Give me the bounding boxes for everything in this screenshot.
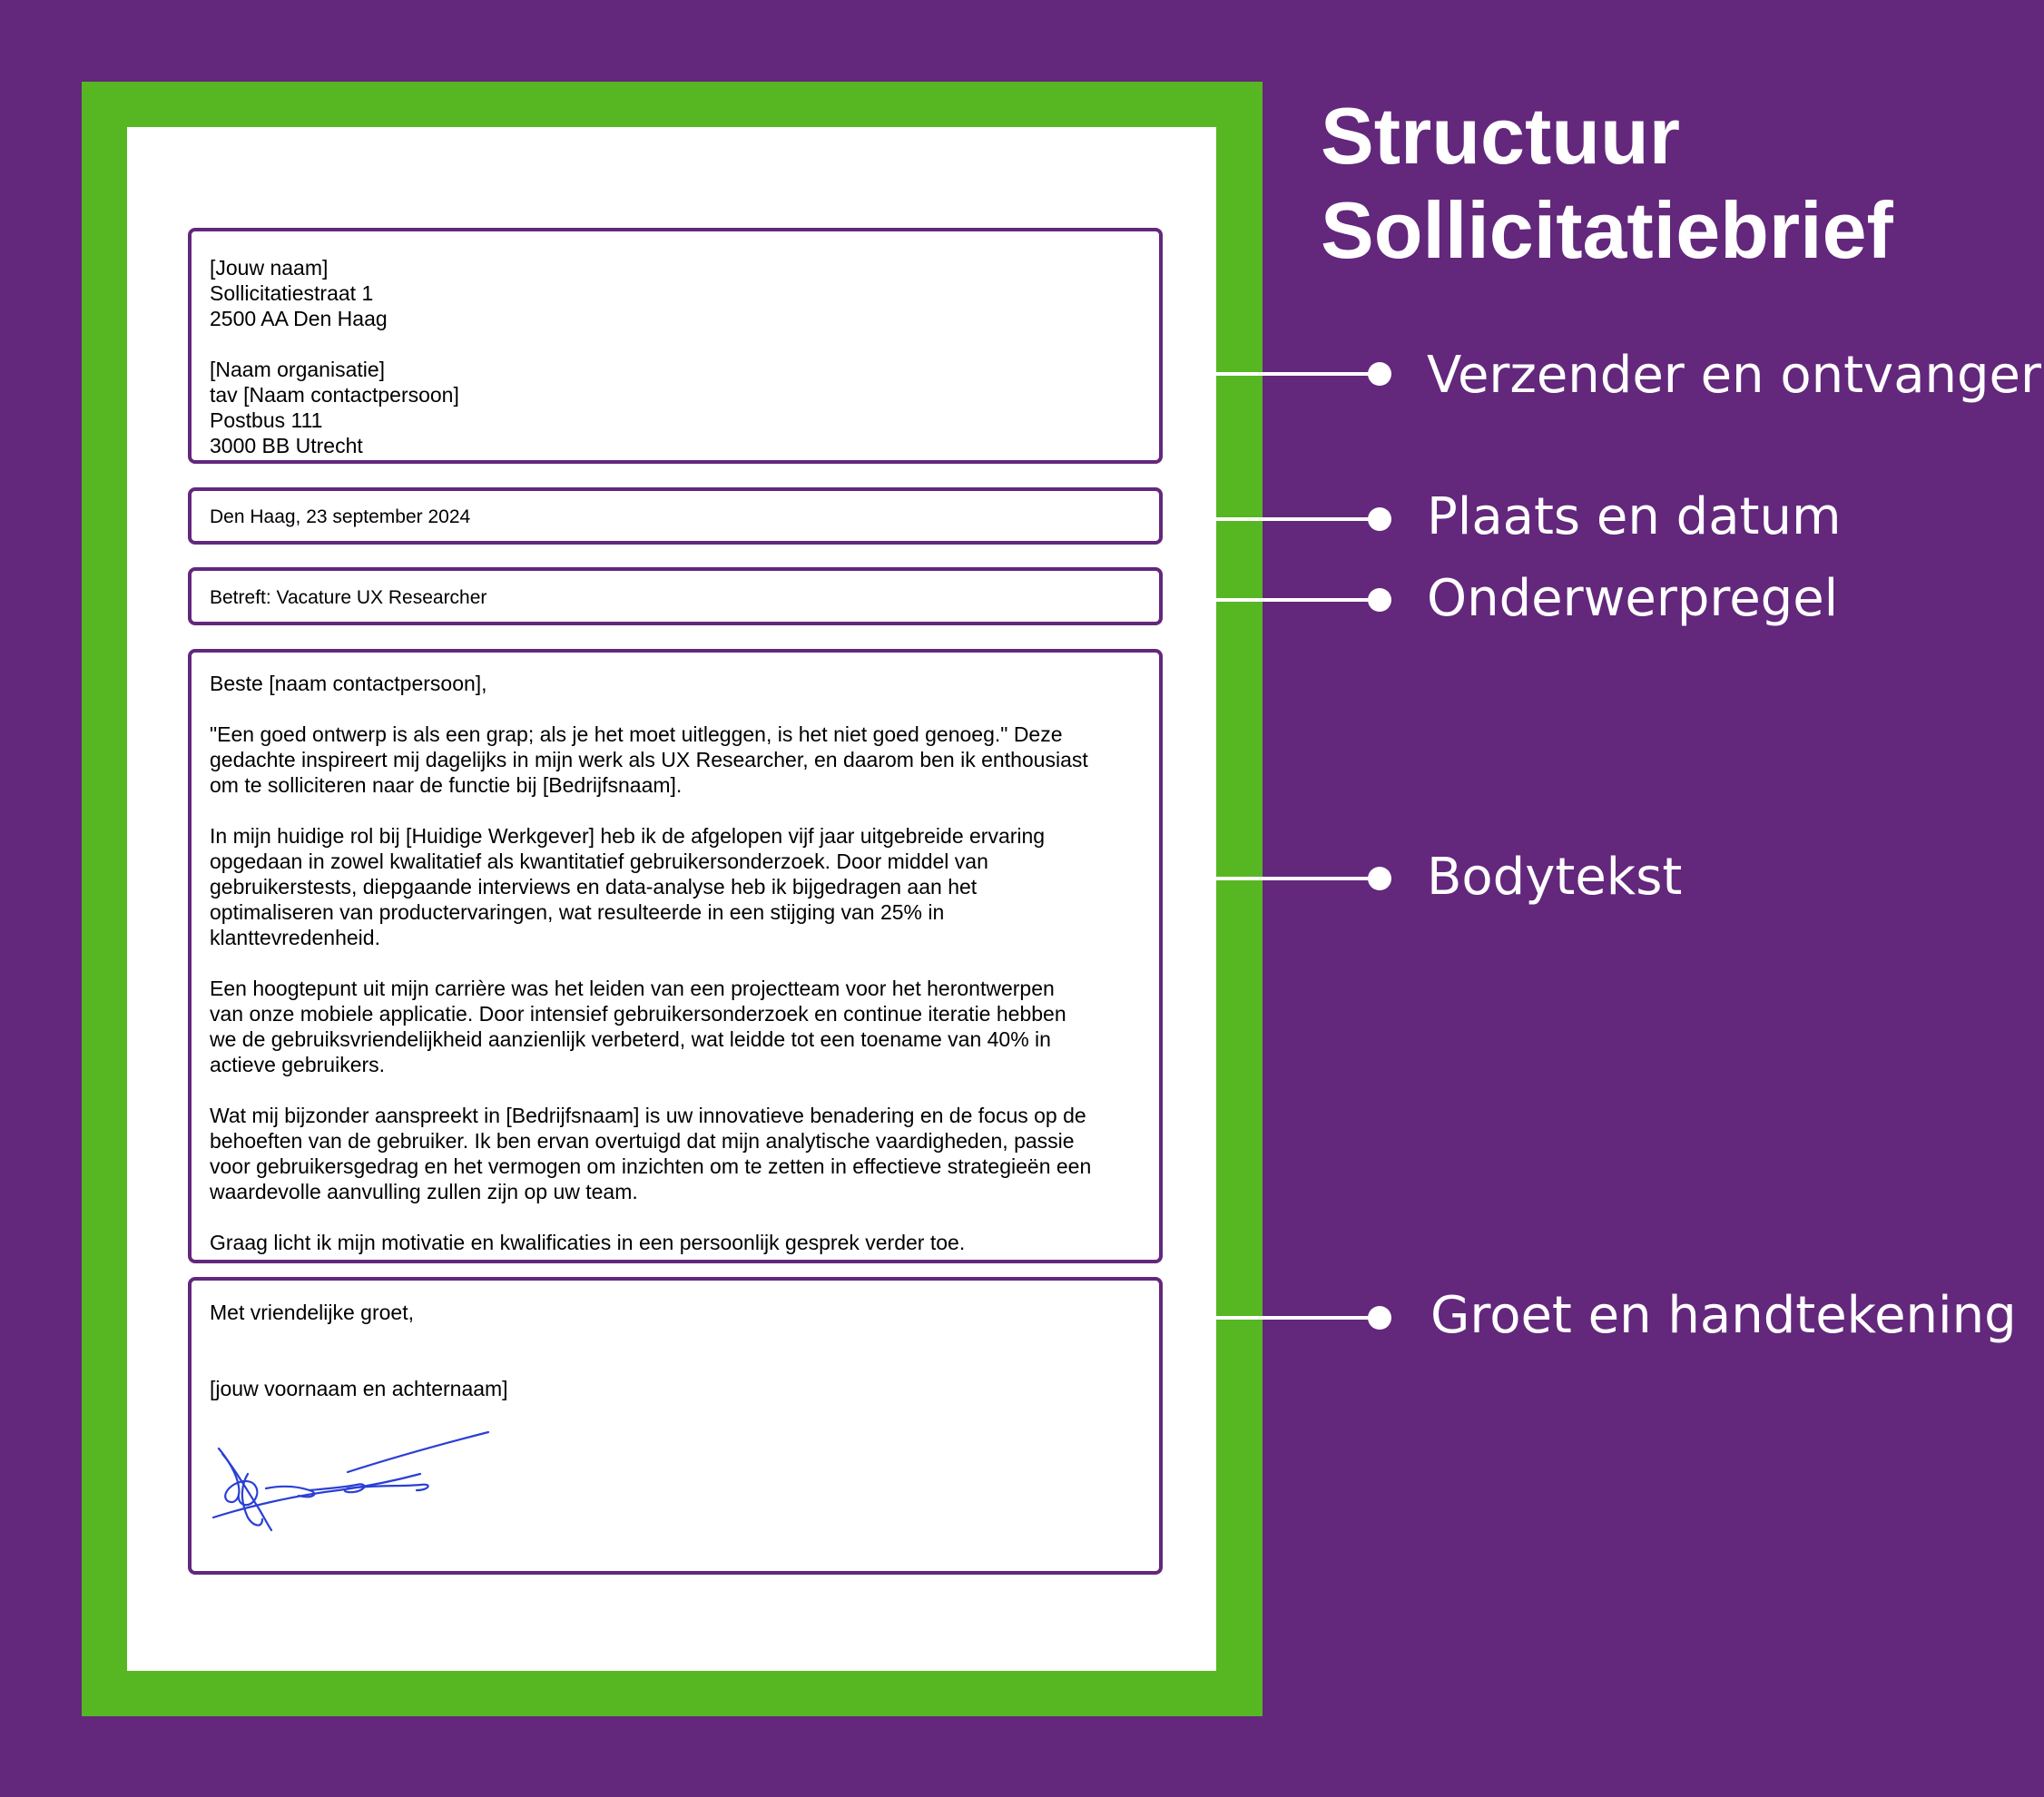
sender-recipient-block: [188, 228, 1163, 464]
closing-full-name: [jouw voornaam en achternaam]: [210, 1377, 508, 1400]
letter-date: Den Haag, 23 september 2024: [210, 506, 471, 527]
sender-city: 2500 AA Den Haag: [210, 307, 388, 330]
body-paragraph-line: Een hoogtepunt uit mijn carrière was het leiden van een projectteam voor het herontwerpen: [210, 977, 1055, 1000]
body-paragraph-line: gedachte inspireert mij dagelijks in mijn werk als UX Researcher, en daarom ben ik enthousiast: [210, 748, 1088, 771]
recipient-city: 3000 BB Utrecht: [210, 434, 363, 457]
body-paragraph-line: "Een goed ontwerp is als een grap; als je het moet uitleggen, is het niet goed genoeg." Deze: [210, 722, 1063, 746]
connector-dot-date: [1368, 507, 1391, 531]
letter-subject: Betreft: Vacature UX Researcher: [210, 587, 487, 608]
label-sender-recipient: Verzender en ontvanger: [1427, 346, 2042, 405]
recipient-organization: [Naam organisatie]: [210, 358, 386, 381]
connector-line-body: [1163, 877, 1381, 880]
body-paragraph-line: om te solliciteren naar de functie bij [Bedrijfsnaam].: [210, 773, 683, 797]
body-paragraph-line: opgedaan in zowel kwalitatief als kwantitatief gebruikersonderzoek. Door middel van: [210, 849, 988, 873]
label-subject-line: Onderwerpregel: [1427, 569, 1839, 628]
closing-signature-block: [188, 1277, 1163, 1575]
recipient-postbus: Postbus 111: [210, 408, 323, 432]
connector-dot-sender: [1368, 362, 1391, 386]
body-paragraph-line: behoeften van de gebruiker. Ik ben ervan overtuigd dat mijn analytische vaardigheden, passie: [210, 1129, 1075, 1153]
place-date-block: [188, 487, 1163, 545]
connector-line-closing: [1163, 1316, 1381, 1320]
page-title: [1321, 89, 2010, 278]
connector-dot-body: [1368, 867, 1391, 890]
closing-greeting: Met vriendelijke groet,: [210, 1301, 414, 1324]
connector-dot-subject: [1368, 588, 1391, 612]
body-text-block: [188, 649, 1163, 1263]
body-paragraph-line: actieve gebruikers.: [210, 1053, 386, 1076]
title-line-1: Structuur: [1321, 91, 1680, 181]
label-body-text: Bodytekst: [1427, 848, 1683, 907]
salutation: Beste [naam contactpersoon],: [210, 672, 487, 695]
handwritten-signature: [211, 1430, 502, 1539]
connector-line-subject: [1163, 598, 1381, 602]
connector-line-sender: [1163, 372, 1381, 376]
body-paragraph-line: waardevolle aanvulling zullen zijn op uw team.: [210, 1180, 638, 1203]
connector-line-date: [1163, 517, 1381, 521]
body-paragraph-line: we de gebruiksvriendelijkheid aanzienlijk verbeterd, wat leidde tot een toename van 40% in: [210, 1027, 1051, 1051]
body-paragraph-line: klanttevredenheid.: [210, 926, 380, 949]
body-paragraph-line: van onze mobiele applicatie. Door intensief gebruikersonderzoek en continue iteratie hebben: [210, 1002, 1066, 1026]
sender-name: [Jouw naam]: [210, 256, 329, 280]
body-paragraph-line: In mijn huidige rol bij [Huidige Werkgever] heb ik de afgelopen vijf jaar uitgebreide ervaring: [210, 824, 1046, 848]
recipient-attention: tav [Naam contactpersoon]: [210, 383, 459, 407]
body-paragraph-line: optimaliseren van productervaringen, wat resulteerde in een stijging van 25% in: [210, 900, 945, 924]
subject-block: [188, 567, 1163, 625]
sender-street: Sollicitatiestraat 1: [210, 281, 374, 305]
body-paragraph-line: gebruikerstests, diepgaande interviews en data-analyse heb ik bijgedragen aan het: [210, 875, 978, 898]
title-line-2: Sollicitatiebrief: [1321, 185, 1893, 275]
body-paragraph-line: Graag licht ik mijn motivatie en kwalificaties in een persoonlijk gesprek verder toe.: [210, 1231, 966, 1254]
label-closing-signature: Groet en handtekening: [1430, 1286, 2017, 1345]
body-paragraph-line: Wat mij bijzonder aanspreekt in [Bedrijfsnaam] is uw innovatieve benadering en de focus op de: [210, 1104, 1086, 1127]
connector-dot-closing: [1368, 1306, 1391, 1330]
label-place-date: Plaats en datum: [1427, 487, 1842, 546]
body-paragraph-line: voor gebruikersgedrag en het vermogen om inzichten om te zetten in effectieve strategieën een: [210, 1154, 1092, 1178]
